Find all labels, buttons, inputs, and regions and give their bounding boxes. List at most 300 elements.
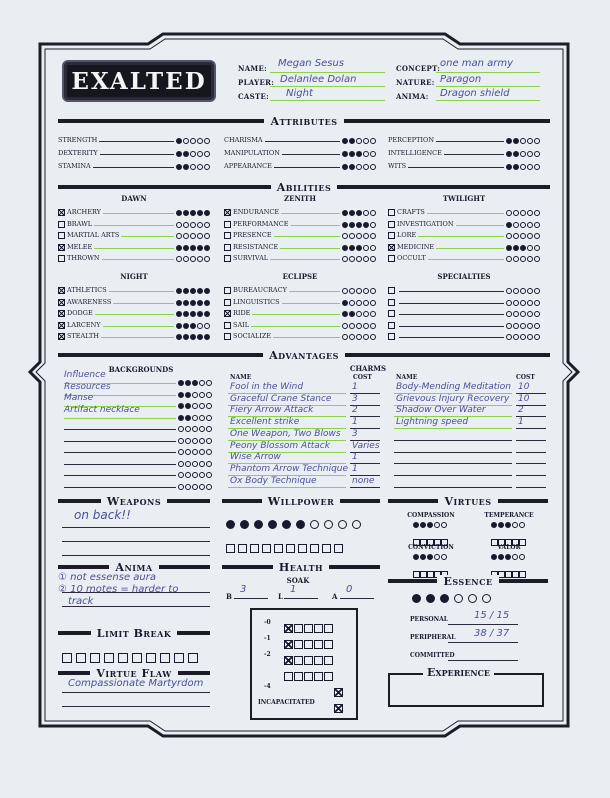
caste-label: CASTE:: [238, 92, 269, 101]
ability-name: MARTIAL ARTS: [67, 231, 120, 239]
dot: [176, 256, 182, 262]
willpower-box[interactable]: [298, 544, 307, 553]
abilities-title: Abilities: [271, 181, 337, 194]
dot: [513, 323, 519, 329]
favored-checkbox[interactable]: [58, 299, 65, 306]
dot: [370, 300, 376, 306]
dot: [342, 311, 348, 317]
dot: [342, 288, 348, 294]
favored-checkbox[interactable]: [224, 244, 231, 251]
dot: [204, 222, 210, 228]
ability-name: AWARENESS: [67, 297, 112, 306]
attribute-row-charisma: [224, 134, 376, 144]
dot: [527, 256, 533, 262]
dot: [506, 151, 512, 157]
health-box[interactable]: [314, 640, 323, 649]
dot: [534, 256, 540, 262]
charm-cost: 1: [352, 382, 358, 392]
ability-row: [224, 330, 376, 340]
dot: [520, 245, 526, 251]
virtue-name: VALOR: [497, 544, 521, 551]
background-row: [62, 480, 212, 490]
charms-name-col-left: NAME: [230, 374, 252, 381]
health-box[interactable]: [334, 704, 343, 713]
dot: [520, 164, 526, 170]
essence-dot: [440, 594, 449, 603]
favored-checkbox[interactable]: [58, 209, 65, 216]
attribute-line: [93, 161, 174, 168]
ability-name: BUREAUCRACY: [233, 286, 287, 294]
favored-checkbox[interactable]: [58, 221, 65, 228]
ability-dots: [506, 222, 540, 228]
dot: [204, 323, 210, 329]
essence-dot: [426, 594, 435, 603]
concept-line: [436, 72, 540, 73]
background-dots: [178, 472, 212, 478]
dot: [349, 151, 355, 157]
dot: [190, 300, 196, 306]
dot: [176, 323, 182, 329]
charm-cost: 1: [518, 417, 524, 428]
dot: [491, 522, 497, 528]
ability-line: [113, 297, 174, 304]
ability-row: [224, 252, 376, 262]
anima-line: [436, 100, 540, 101]
dot: [513, 233, 519, 239]
health-box[interactable]: [284, 656, 293, 665]
favored-checkbox[interactable]: [58, 333, 65, 340]
favored-checkbox[interactable]: [58, 244, 65, 251]
dot: [506, 245, 512, 251]
limit-break-box[interactable]: [76, 653, 86, 663]
dot: [513, 164, 519, 170]
favored-checkbox[interactable]: [224, 287, 231, 294]
willpower-box[interactable]: [310, 544, 319, 553]
ability-name: LORE: [397, 231, 417, 239]
willpower-box[interactable]: [334, 544, 343, 553]
charm-cost: 10: [518, 393, 530, 404]
concept-label: CONCEPT:: [396, 64, 441, 73]
dot: [178, 403, 184, 409]
essence-dot: [468, 594, 477, 603]
favored-checkbox[interactable]: [388, 244, 395, 251]
dot: [506, 256, 512, 262]
favored-checkbox[interactable]: [224, 310, 231, 317]
dot: [527, 311, 533, 317]
favored-checkbox[interactable]: [224, 221, 231, 228]
ability-line: [103, 207, 174, 214]
charm-cost: 2: [518, 405, 524, 416]
personal-label: PERSONAL: [410, 616, 448, 623]
dot: [520, 323, 526, 329]
ability-dots: [176, 300, 210, 306]
background-row: [62, 457, 212, 467]
dot: [324, 520, 333, 529]
willpower-box[interactable]: [250, 544, 259, 553]
favored-checkbox[interactable]: [58, 255, 65, 262]
dot: [506, 300, 512, 306]
dot: [506, 334, 512, 340]
dot: [349, 323, 355, 329]
dot: [190, 138, 196, 144]
health-box[interactable]: [324, 624, 333, 633]
attribute-line: [265, 135, 340, 142]
ability-dots: [342, 222, 376, 228]
background-line: [64, 446, 176, 453]
health-box[interactable]: [294, 672, 303, 681]
soak-a-label: A: [332, 592, 338, 601]
anima-value: Dragon shield: [440, 88, 510, 99]
charm-cost-line: [516, 475, 546, 476]
ability-name: LARCENY: [67, 320, 101, 329]
favored-checkbox[interactable]: [388, 322, 395, 329]
dot: [176, 311, 182, 317]
dot: [420, 554, 426, 560]
dot: [505, 522, 511, 528]
weapons-line-2: [62, 541, 210, 542]
dot: [349, 288, 355, 294]
favored-checkbox[interactable]: [58, 287, 65, 294]
dot: [527, 151, 533, 157]
dot: [185, 426, 191, 432]
ability-row: [224, 218, 376, 228]
ability-row: [58, 319, 210, 329]
dot: [183, 334, 189, 340]
favored-checkbox[interactable]: [224, 255, 231, 262]
favored-checkbox[interactable]: [58, 310, 65, 317]
abilities-header: [58, 180, 550, 194]
charm-cost-line: [516, 487, 546, 488]
dot: [506, 323, 512, 329]
dot: [356, 288, 362, 294]
background-text: Manse: [64, 393, 94, 403]
charms-cost-col-right: COST: [516, 374, 535, 381]
limit-break-box[interactable]: [174, 653, 184, 663]
ability-row: [388, 296, 540, 306]
willpower-box[interactable]: [286, 544, 295, 553]
dot: [206, 461, 212, 467]
charm-name: Excellent strike: [230, 417, 300, 428]
health-box[interactable]: [334, 688, 343, 697]
exalted-logo: EXALTED: [62, 60, 216, 102]
dot: [183, 138, 189, 144]
dot: [356, 164, 362, 170]
attribute-name: APPEARANCE: [224, 162, 272, 170]
ability-dots: [342, 256, 376, 262]
ability-line: [399, 285, 504, 292]
favored-checkbox[interactable]: [224, 209, 231, 216]
favored-checkbox[interactable]: [224, 299, 231, 306]
charm-line: [394, 475, 512, 476]
dot: [185, 392, 191, 398]
dot: [197, 323, 203, 329]
nature-label: NATURE:: [396, 78, 435, 87]
dot: [183, 245, 189, 251]
ability-row: [388, 218, 540, 228]
dot: [520, 151, 526, 157]
attribute-line: [274, 161, 340, 168]
limit-break-box[interactable]: [118, 653, 128, 663]
dot: [527, 288, 533, 294]
charm-line: [394, 487, 512, 488]
favored-checkbox[interactable]: [388, 333, 395, 340]
charm-name: One Weapon, Two Blows: [230, 428, 341, 439]
favored-checkbox[interactable]: [388, 255, 395, 262]
dot: [197, 300, 203, 306]
essence-dot: [482, 594, 491, 603]
soak-a-value: 0: [346, 584, 353, 595]
dot: [520, 256, 526, 262]
dot: [178, 449, 184, 455]
attribute-name: MANIPULATION: [224, 149, 280, 157]
health-box[interactable]: [284, 672, 293, 681]
favored-checkbox[interactable]: [224, 232, 231, 239]
dot: [520, 334, 526, 340]
limit-break-box[interactable]: [188, 653, 198, 663]
charm-cost-line: [516, 428, 546, 429]
dot: [190, 233, 196, 239]
dot: [506, 164, 512, 170]
health-box[interactable]: [304, 640, 313, 649]
advantages-title: Advantages: [263, 349, 345, 362]
limit-break-box[interactable]: [62, 653, 72, 663]
background-dots: [178, 484, 212, 490]
dot: [363, 222, 369, 228]
dot: [356, 245, 362, 251]
attribute-dots: [506, 138, 540, 144]
dot: [506, 138, 512, 144]
personal-value: 15 / 15: [474, 610, 510, 621]
dot: [513, 210, 519, 216]
attribute-name: STAMINA: [58, 162, 91, 170]
charm-cost: 10: [518, 382, 530, 392]
dot: [178, 415, 184, 421]
dot: [527, 164, 533, 170]
player-line: [270, 86, 385, 87]
dot: [185, 449, 191, 455]
limit-break-box[interactable]: [132, 653, 142, 663]
dot: [363, 334, 369, 340]
dot: [206, 484, 212, 490]
charm-name: Wise Arrow: [230, 452, 281, 463]
dot: [441, 554, 447, 560]
charm-cost: none: [352, 475, 375, 486]
limit-break-box[interactable]: [90, 653, 100, 663]
dot: [534, 245, 540, 251]
attribute-name: CHARISMA: [224, 136, 263, 144]
dot: [176, 288, 182, 294]
health-box[interactable]: [294, 624, 303, 633]
charm-name: Shadow Over Water: [396, 405, 486, 416]
charm-name: Body-Mending Meditation: [396, 382, 511, 392]
background-dots: [178, 380, 212, 386]
health-level-label: INCAPACITATED: [258, 699, 315, 706]
ability-row: [388, 307, 540, 317]
ability-dots: [176, 245, 210, 251]
ability-row: [58, 206, 210, 216]
dot: [183, 210, 189, 216]
favored-checkbox[interactable]: [224, 322, 231, 329]
charm-name: Graceful Crane Stance: [230, 393, 332, 404]
ability-row: [388, 252, 540, 262]
health-box[interactable]: [314, 624, 323, 633]
weapons-line-1: [62, 527, 210, 528]
willpower-box[interactable]: [226, 544, 235, 553]
dot: [342, 151, 348, 157]
dot: [534, 164, 540, 170]
dot: [520, 138, 526, 144]
ability-group-title: ZENITH: [284, 194, 316, 203]
background-text: Artifact necklace: [64, 404, 140, 415]
dot: [363, 151, 369, 157]
favored-checkbox[interactable]: [388, 310, 395, 317]
dot: [434, 554, 440, 560]
health-box[interactable]: [324, 672, 333, 681]
dot: [190, 323, 196, 329]
dot: [520, 311, 526, 317]
attributes-title: Attributes: [264, 115, 343, 128]
dot: [434, 522, 440, 528]
charms-title: CHARMS: [349, 364, 387, 373]
dot: [356, 138, 362, 144]
health-box[interactable]: [284, 640, 293, 649]
ability-line: [399, 297, 504, 304]
dot: [513, 300, 519, 306]
dot: [197, 210, 203, 216]
dot: [349, 222, 355, 228]
peripheral-value: 38 / 37: [474, 628, 510, 639]
dot: [192, 392, 198, 398]
dot: [204, 233, 210, 239]
limit-break-box[interactable]: [146, 653, 156, 663]
caste-value: Night: [286, 88, 313, 99]
ability-dots: [506, 323, 540, 329]
ability-name: BRAWL: [67, 219, 93, 228]
dot: [176, 151, 182, 157]
dot: [349, 164, 355, 170]
dot: [192, 461, 198, 467]
ability-dots: [176, 288, 210, 294]
limit-break-box[interactable]: [160, 653, 170, 663]
charm-cost-line: [516, 452, 546, 453]
attribute-row-appearance: [224, 160, 376, 170]
background-row: [62, 434, 212, 444]
weapons-line-3: [62, 555, 210, 556]
dot: [506, 311, 512, 317]
health-boxes: [334, 698, 344, 717]
dot: [527, 222, 533, 228]
willpower-box[interactable]: [274, 544, 283, 553]
dot: [185, 472, 191, 478]
dot: [520, 222, 526, 228]
dot: [506, 288, 512, 294]
health-box[interactable]: [304, 624, 313, 633]
dot: [197, 222, 203, 228]
health-box[interactable]: [304, 672, 313, 681]
willpower-box[interactable]: [262, 544, 271, 553]
ability-dots: [506, 288, 540, 294]
health-box[interactable]: [294, 656, 303, 665]
dot: [176, 245, 182, 251]
dot: [349, 300, 355, 306]
dot: [491, 554, 497, 560]
ability-dots: [506, 256, 540, 262]
dot: [185, 438, 191, 444]
health-box[interactable]: [294, 640, 303, 649]
charm-name: Phantom Arrow Technique: [230, 463, 349, 474]
ability-group-title: ECLIPSE: [282, 272, 318, 281]
health-box[interactable]: [324, 656, 333, 665]
favored-checkbox[interactable]: [388, 209, 395, 216]
background-dots: [178, 461, 212, 467]
dot: [363, 311, 369, 317]
dot: [185, 380, 191, 386]
essence-dot: [454, 594, 463, 603]
favored-checkbox[interactable]: [224, 333, 231, 340]
favored-checkbox[interactable]: [388, 232, 395, 239]
soak-b-value: 3: [240, 584, 247, 595]
favored-checkbox[interactable]: [58, 232, 65, 239]
virtue-dots: [491, 554, 525, 560]
willpower-box[interactable]: [238, 544, 247, 553]
ability-row: [58, 330, 210, 340]
dot: [519, 554, 525, 560]
virtue-flaw-value: Compassionate Martyrdom: [68, 678, 204, 689]
soak-label: SOAK: [286, 576, 310, 585]
health-level-label: -4: [264, 683, 271, 690]
limit-break-box[interactable]: [104, 653, 114, 663]
favored-checkbox[interactable]: [388, 287, 395, 294]
dot: [534, 222, 540, 228]
health-box[interactable]: [324, 640, 333, 649]
dot: [356, 323, 362, 329]
virtues-header: [388, 494, 548, 508]
favored-checkbox[interactable]: [388, 299, 395, 306]
charm-name: Peony Blossom Attack: [230, 440, 330, 451]
health-box[interactable]: [284, 624, 293, 633]
dot: [520, 288, 526, 294]
dot: [413, 554, 419, 560]
dot: [190, 151, 196, 157]
ability-dots: [506, 334, 540, 340]
willpower-box[interactable]: [322, 544, 331, 553]
dot: [356, 210, 362, 216]
ability-row: [224, 206, 376, 216]
dot: [363, 300, 369, 306]
background-line: [64, 481, 176, 488]
health-box[interactable]: [304, 656, 313, 665]
dot: [356, 300, 362, 306]
ability-row: [388, 319, 540, 329]
dot: [190, 245, 196, 251]
dot: [178, 472, 184, 478]
ability-dots: [506, 210, 540, 216]
background-text: Resources: [64, 381, 111, 392]
willpower-dots: [226, 520, 361, 529]
dot: [513, 334, 519, 340]
ability-name: DODGE: [67, 309, 93, 317]
dot: [342, 222, 348, 228]
ability-line: [273, 331, 340, 338]
health-box[interactable]: [314, 656, 323, 665]
dot: [192, 484, 198, 490]
favored-checkbox[interactable]: [58, 322, 65, 329]
favored-checkbox[interactable]: [388, 221, 395, 228]
dot: [356, 256, 362, 262]
health-box[interactable]: [314, 672, 323, 681]
virtue-name: CONVICTION: [408, 544, 454, 551]
dot: [176, 164, 182, 170]
